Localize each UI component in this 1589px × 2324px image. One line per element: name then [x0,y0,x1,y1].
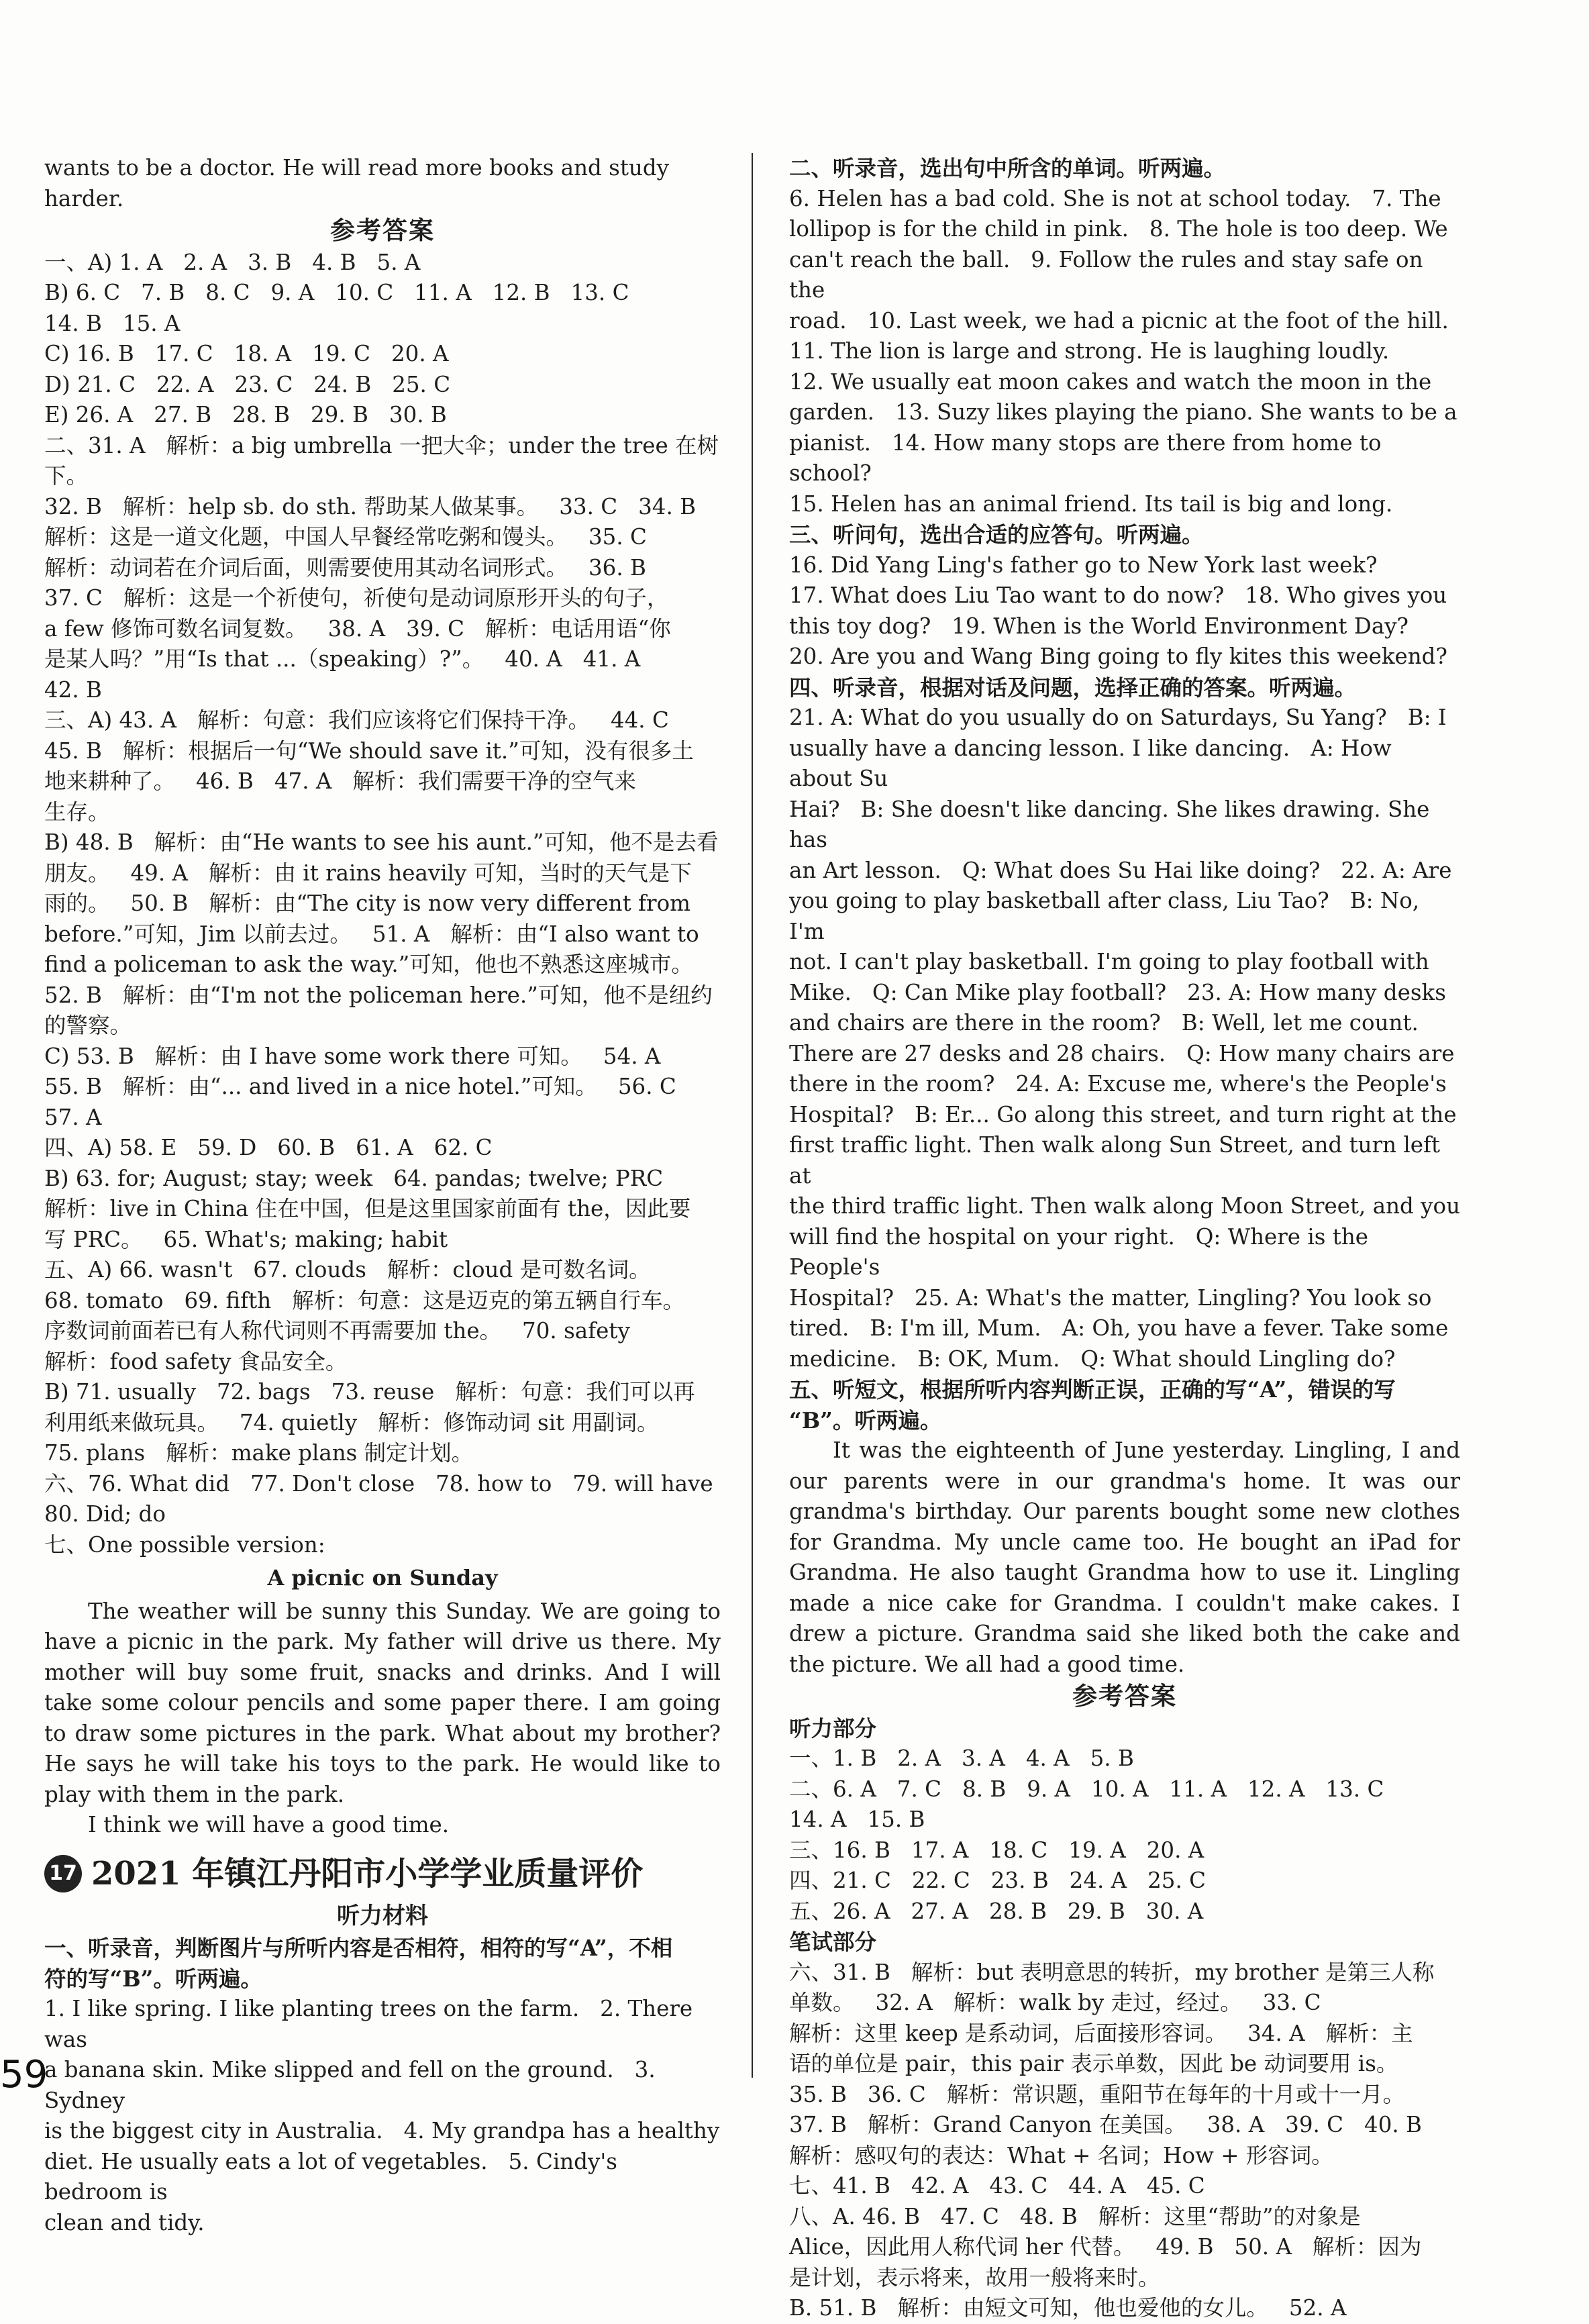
text-line: Alice，因此用人称代词 her 代替。 49. B 50. A 解析：因为 [789,2234,1422,2260]
text-line: first traffic light. Then walk along Sun Street, and turn left at [789,1132,1447,1189]
text-line: 五、听短文，根据所听内容判断正误，正确的写“A”，错误的写 [789,1376,1396,1403]
text-line: 37. C 解析：这是一个祈使句，祈使句是动词原形开头的句子， [44,585,669,611]
text-line: 的警察。 [44,1013,132,1038]
text-line: 一、A) 1. A 2. A 3. B 4. B 5. A [44,249,421,275]
text-line: road. 10. Last week, we had a picnic at the foot of the hill. [789,307,1449,334]
text-line: 解析：这里 keep 是系动词，后面接形容词。 34. A 解析：主 [789,2020,1413,2046]
text-line: 15. Helen has an animal friend. Its tail is big and long. [789,491,1393,517]
text-line: 16. Did Yang Ling's father go to New York last week? [789,552,1378,578]
text-line: 12. We usually eat moon cakes and watch the moon in the [789,368,1432,395]
text-line: 45. B 解析：根据后一句“We should save it.”可知，没有很多土 [44,738,694,764]
text-line: 14. B 15. A [44,310,181,336]
text-line: will find the hospital on your right. Q: Where is the People's [789,1223,1376,1280]
text-line: 68. tomato 69. fifth 解析：句意：这是迈克的第五辆自行车。 [44,1287,685,1313]
answers-heading-right: 参考答案 [1072,1681,1177,1711]
text-line: 地来耕种了。 46. B 47. A 解析：我们需要干净的空气来 [44,768,636,794]
text-line: lollipop is for the child in pink. 8. The hole is too deep. We [789,216,1448,242]
text-line: 75. plans 解析：make plans 制定计划。 [44,1440,474,1466]
text-line: you going to play basketball after class, Liu Tao? B: No, I'm [789,888,1427,944]
text-line: garden. 13. Suzy likes playing the piano. She wants to be a [789,399,1457,425]
left-column [44,153,721,2238]
text-line: 解析：live in China 住在中国，但是这里国家前面有 the，因此要 [44,1196,691,1221]
column-divider [752,153,753,2078]
text-line: 写 PRC。 65. What's; making; habit [44,1226,448,1252]
text-line: 四、21. C 22. C 23. B 24. A 25. C [789,1868,1207,1893]
text-line: 二、听录音，选出句中所含的单词。听两遍。 [789,155,1226,181]
text-line: 雨的。 50. B 解析：由“The city is now very different from [44,891,690,916]
text-line: 80. Did; do [44,1501,166,1527]
text-line: 1. I like spring. I like planting trees on the farm. 2. There was [44,1996,700,2052]
text-line: There are 27 desks and 28 chairs. Q: How many chairs are [789,1040,1455,1066]
text-line: B) 63. for; August; stay; week 64. pandas; twelve; PRC [44,1165,664,1191]
text-line: 是某人吗？”用“Is that ...（speaking）?”。 40. A 41. A [44,646,641,672]
text-line: 语的单位是 pair，this pair 表示单数，因此 be 动词要用 is。 [789,2051,1398,2076]
text-line: pianist. 14. How many stops are there from home to school? [789,430,1388,486]
text-line: 符的写“B”。听两遍。 [44,1965,262,1992]
text-line: B) 6. C 7. B 8. C 9. A 10. C 11. A 12. B 13. C [44,280,629,305]
text-line: 三、A) 43. A 解析：句意：我们应该将它们保持干净。 44. C [44,707,669,733]
text-line: 八、A. 46. B 47. C 48. B 解析：这里“帮助”的对象是 [789,2203,1361,2229]
listening-heading: 听力材料 [337,1902,428,1929]
right-listening-lines [789,153,1460,1435]
text-line: 6. Helen has a bad cold. She is not at school today. 7. The [789,185,1441,211]
text-line: 55. B 解析：由“... and lived in a nice hotel.”可知。 56. C [44,1074,676,1099]
text-line: 五、A) 66. wasn't 67. clouds 解析：cloud 是可数名词。 [44,1257,651,1282]
text-line: tired. B: I'm ill, Mum. A: Oh, you have a fever. Take some [789,1315,1449,1341]
text-line: 二、6. A 7. C 8. B 9. A 10. A 11. A 12. A 13. C [789,1776,1384,1802]
text-line: wants to be a doctor. He will read more books and study harder. [44,155,676,211]
text-line: 六、31. B 解析：but 表明意思的转折，my brother 是第三人称 [789,1959,1435,1985]
right-answer-lines [789,1713,1460,2324]
text-line: “B”。听两遍。 [789,1407,942,1433]
text-line: this toy dog? 19. When is the World Environment Day? [789,613,1408,639]
text-line: a banana skin. Mike slipped and fell on the ground. 3. Sydney [44,2057,663,2113]
text-line: 解析：这是一道文化题，中国人早餐经常吃粥和馒头。 35. C [44,524,647,550]
text-line: diet. He usually eats a lot of vegetables. 5. Cindy's bedroom is [44,2148,625,2205]
text-line: 单数。 32. A 解析：walk by 走过，经过。 33. C [789,1990,1321,2015]
right-column [789,153,1460,2324]
text-line: 四、A) 58. E 59. D 60. B 61. A 62. C [44,1135,493,1160]
text-line: 朋友。 49. A 解析：由 it rains heavily 可知，当时的天气是下 [44,860,692,886]
text-line: 二、31. A 解析：a big umbrella 一把大伞；under the tree 在树下。 [44,432,719,489]
text-line: the third traffic light. Then walk along Moon Street, and you [789,1193,1460,1219]
text-line: 序数词前面若已有人称代词则不再需要加 the。 70. safety [44,1318,630,1344]
text-line: 利用纸来做玩具。 74. quietly 解析：修饰动词 sit 用副词。 [44,1409,659,1435]
left-listening-lines [44,1933,721,2238]
text-line: B) 71. usually 72. bags 73. reuse 解析：句意：我们可以再 [44,1379,695,1405]
left-answer-lines [44,248,721,1561]
text-line: Hospital? B: Er... Go along this street, and turn right at the [789,1101,1457,1127]
text-line: is the biggest city in Australia. 4. My grandpa has a healthy [44,2118,720,2143]
page-number: 59 [0,2053,48,2096]
unit-number-badge: 17 [44,1855,82,1892]
text-line: 11. The lion is large and strong. He is laughing loudly. [789,338,1390,364]
text-line: 七、One possible version: [44,1531,325,1558]
text-line: 四、听录音，根据对话及问题，选择正确的答案。听两遍。 [789,674,1357,701]
text-line: 三、听问句，选出合适的应答句。听两遍。 [789,521,1204,548]
text-line: 35. B 36. C 解析：常识题，重阳节在每年的十月或十一月。 [789,2081,1405,2107]
text-line: 生存。 [44,799,110,825]
text-line: 21. A: What do you usually do on Saturdays, Su Yang? B: I [789,705,1447,730]
listening-passage: It was the eighteenth of June yesterday. Lingling, I and our parents were in our grandma's home. It was our grandma's birthday. Our parents bought some new clothes for Grandma. My uncle came too. He bought an iPad for Grandma. He also taught Grandma how to use it. Lingling made a nice cake for Grandma. I couldn't make cakes. I drew a picture. Grandma said she liked both the cake and the picture. We all had a good time. [789,1437,1460,1677]
text-line: 六、76. What did 77. Don't close 78. how to 79. will have [44,1470,713,1497]
text-line: 57. A [44,1104,102,1130]
essay-paragraph-closing: I think we will have a good time. [88,1812,450,1837]
text-line: 42. B [44,676,102,703]
left-intro-lines [44,153,721,214]
text-line: B. 51. B 解析：由短文可知，他也爱他的女儿。 52. A [789,2295,1347,2321]
essay-title: A picnic on Sunday [267,1565,498,1590]
text-line: there in the room? 24. A: Excuse me, where's the People's [789,1071,1447,1097]
text-line: clean and tidy. [44,2209,205,2235]
text-line: C) 53. B 解析：由 I have some work there 可知。 54. A [44,1043,661,1069]
text-line: an Art lesson. Q: What does Su Hai like doing? 22. A: Are [789,857,1452,883]
text-line: 三、16. B 17. A 18. C 19. A 20. A [789,1837,1204,1863]
text-line: Hai? B: She doesn't like dancing. She likes drawing. She has [789,796,1437,852]
text-line: D) 21. C 22. A 23. C 24. B 25. C [44,371,451,397]
text-line: 解析：动词若在介词后面，则需要使用其动名词形式。 36. B [44,554,646,580]
text-line: 听力部分 [789,1715,877,1741]
text-line: not. I can't play basketball. I'm going to play football with [789,949,1429,974]
text-line: C) 16. B 17. C 18. A 19. C 20. A [44,341,449,366]
essay-paragraph: The weather will be sunny this Sunday. We are going to have a picnic in the park. My father will drive us there. My mother will buy some fruit, snacks and drinks. And I will take some colour pencils and some paper there. I am going to draw some pictures in the park. What about my brother? He says he will take his toys to the park. He would like to play with them in the park. [44,1598,721,1807]
text-line: 是计划，表示将来，故用一般将来时。 [789,2264,1160,2290]
text-line: before.”可知，Jim 以前去过。 51. A 解析：由“I also want to [44,921,699,947]
text-line: medicine. B: OK, Mum. Q: What should Lingling do? [789,1346,1396,1372]
text-line: Mike. Q: Can Mike play football? 23. A: How many desks [789,979,1446,1005]
unit-heading [44,1850,721,1897]
text-line: 52. B 解析：由“I'm not the policeman here.”可知，他不是纽约 [44,982,713,1008]
text-line: 解析：food safety 食品安全。 [44,1348,348,1374]
text-line: 37. B 解析：Grand Canyon 在美国。 38. A 39. C 40. B [789,2112,1422,2137]
text-line: Hospital? 25. A: What's the matter, Lingling? You look so [789,1284,1432,1311]
text-line: 一、听录音，判断图片与所听内容是否相符，相符的写“A”，不相 [44,1935,673,1961]
text-line: and chairs are there in the room? B: Well, let me count. [789,1010,1419,1035]
answers-heading-left: 参考答案 [330,215,435,245]
text-line: usually have a dancing lesson. I like dancing. A: How about Su [789,735,1399,791]
text-line: 一、1. B 2. A 3. A 4. A 5. B [789,1746,1134,1771]
text-line: 20. Are you and Wang Bing going to fly kites this weekend? [789,644,1447,669]
text-line: 14. A 15. B [789,1807,925,1832]
text-line: 七、41. B 42. A 43. C 44. A 45. C [789,2173,1205,2199]
text-line: 笔试部分 [789,1929,877,1955]
text-line: B) 48. B 解析：由“He wants to see his aunt.”可知，他不是去看 [44,829,719,855]
text-line: a few 修饰可数名词复数。 38. A 39. C 解析：电话用语“你 [44,615,671,642]
text-line: E) 26. A 27. B 28. B 29. B 30. B [44,402,447,427]
unit-title: 2021 年镇江丹阳市小学学业质量评价 [91,1854,644,1892]
text-line: can't reach the ball. 9. Follow the rules and stay safe on the [789,246,1430,303]
text-line: find a policeman to ask the way.”可知，他也不熟悉这座城市。 [44,952,693,977]
text-line: 解析：感叹句的表达：What + 名词；How + 形容词。 [789,2142,1333,2168]
text-line: 32. B 解析：help sb. do sth. 帮助某人做某事。 33. C 34. B [44,493,697,519]
text-line: 五、26. A 27. A 28. B 29. B 30. A [789,1898,1204,1924]
text-line: 17. What does Liu Tao want to do now? 18. Who gives you [789,583,1447,608]
